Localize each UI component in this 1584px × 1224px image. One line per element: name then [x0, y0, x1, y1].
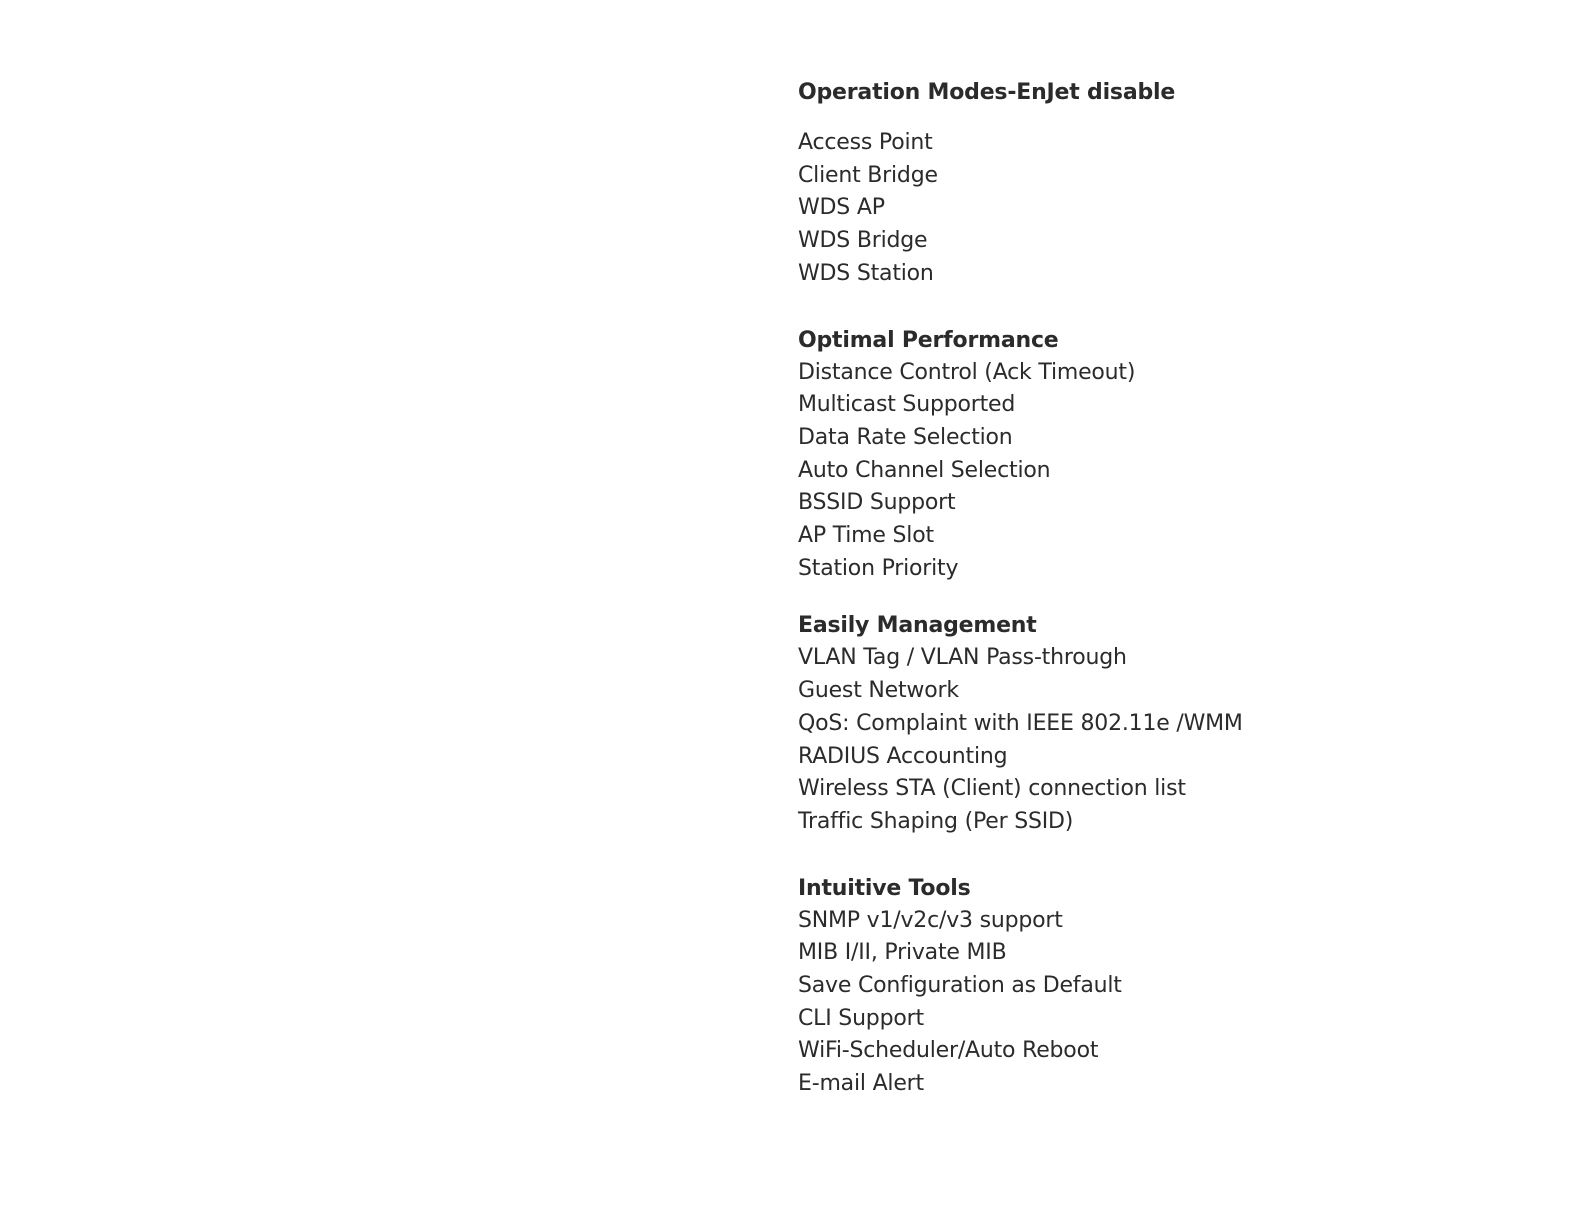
- list-item: WDS Bridge: [798, 228, 928, 254]
- list-item: Client Bridge: [798, 162, 938, 188]
- section-operation-modes: [798, 76, 1558, 291]
- list-item: Multicast Supported: [798, 392, 1016, 418]
- list-item: Data Rate Selection: [798, 424, 1013, 450]
- section-title: Optimal Performance: [798, 327, 1059, 353]
- section-title: Intuitive Tools: [798, 875, 971, 901]
- feature-list: [798, 905, 1558, 1101]
- list-item: Access Point: [798, 130, 933, 155]
- list-item: E-mail Alert: [798, 1071, 924, 1097]
- feature-column: [798, 76, 1558, 1101]
- list-item: SNMP v1/v2c/v3 support: [798, 907, 1063, 933]
- list-item: RADIUS Accounting: [798, 743, 1008, 769]
- list-item: Traffic Shaping (Per SSID): [798, 808, 1074, 834]
- list-item: BSSID Support: [798, 490, 956, 516]
- feature-list: [798, 127, 1558, 291]
- section-optimal-performance: [798, 324, 1558, 586]
- list-item: Save Configuration as Default: [798, 973, 1122, 999]
- feature-list: [798, 642, 1558, 838]
- list-item: Station Priority: [798, 555, 959, 581]
- list-item: Guest Network: [798, 678, 959, 704]
- list-item: WDS Station: [798, 260, 934, 286]
- list-item: MIB I/II, Private MIB: [798, 940, 1007, 966]
- list-item: Auto Channel Selection: [798, 457, 1051, 483]
- list-item: CLI Support: [798, 1005, 924, 1031]
- section-easily-management: [798, 609, 1558, 838]
- section-title: Easily Management: [798, 613, 1037, 639]
- list-item: AP Time Slot: [798, 523, 934, 549]
- list-item: VLAN Tag / VLAN Pass-through: [798, 645, 1127, 671]
- section-title: Operation Modes-EnJet disable: [798, 80, 1176, 105]
- list-item: WiFi-Scheduler/Auto Reboot: [798, 1038, 1099, 1064]
- list-item: Wireless STA (Client) connection list: [798, 776, 1186, 802]
- section-intuitive-tools: [798, 872, 1558, 1101]
- list-item: Distance Control (Ack Timeout): [798, 359, 1136, 385]
- list-item: WDS AP: [798, 195, 885, 221]
- list-item: QoS: Complaint with IEEE 802.11e /WMM: [798, 710, 1243, 736]
- feature-list: [798, 357, 1558, 586]
